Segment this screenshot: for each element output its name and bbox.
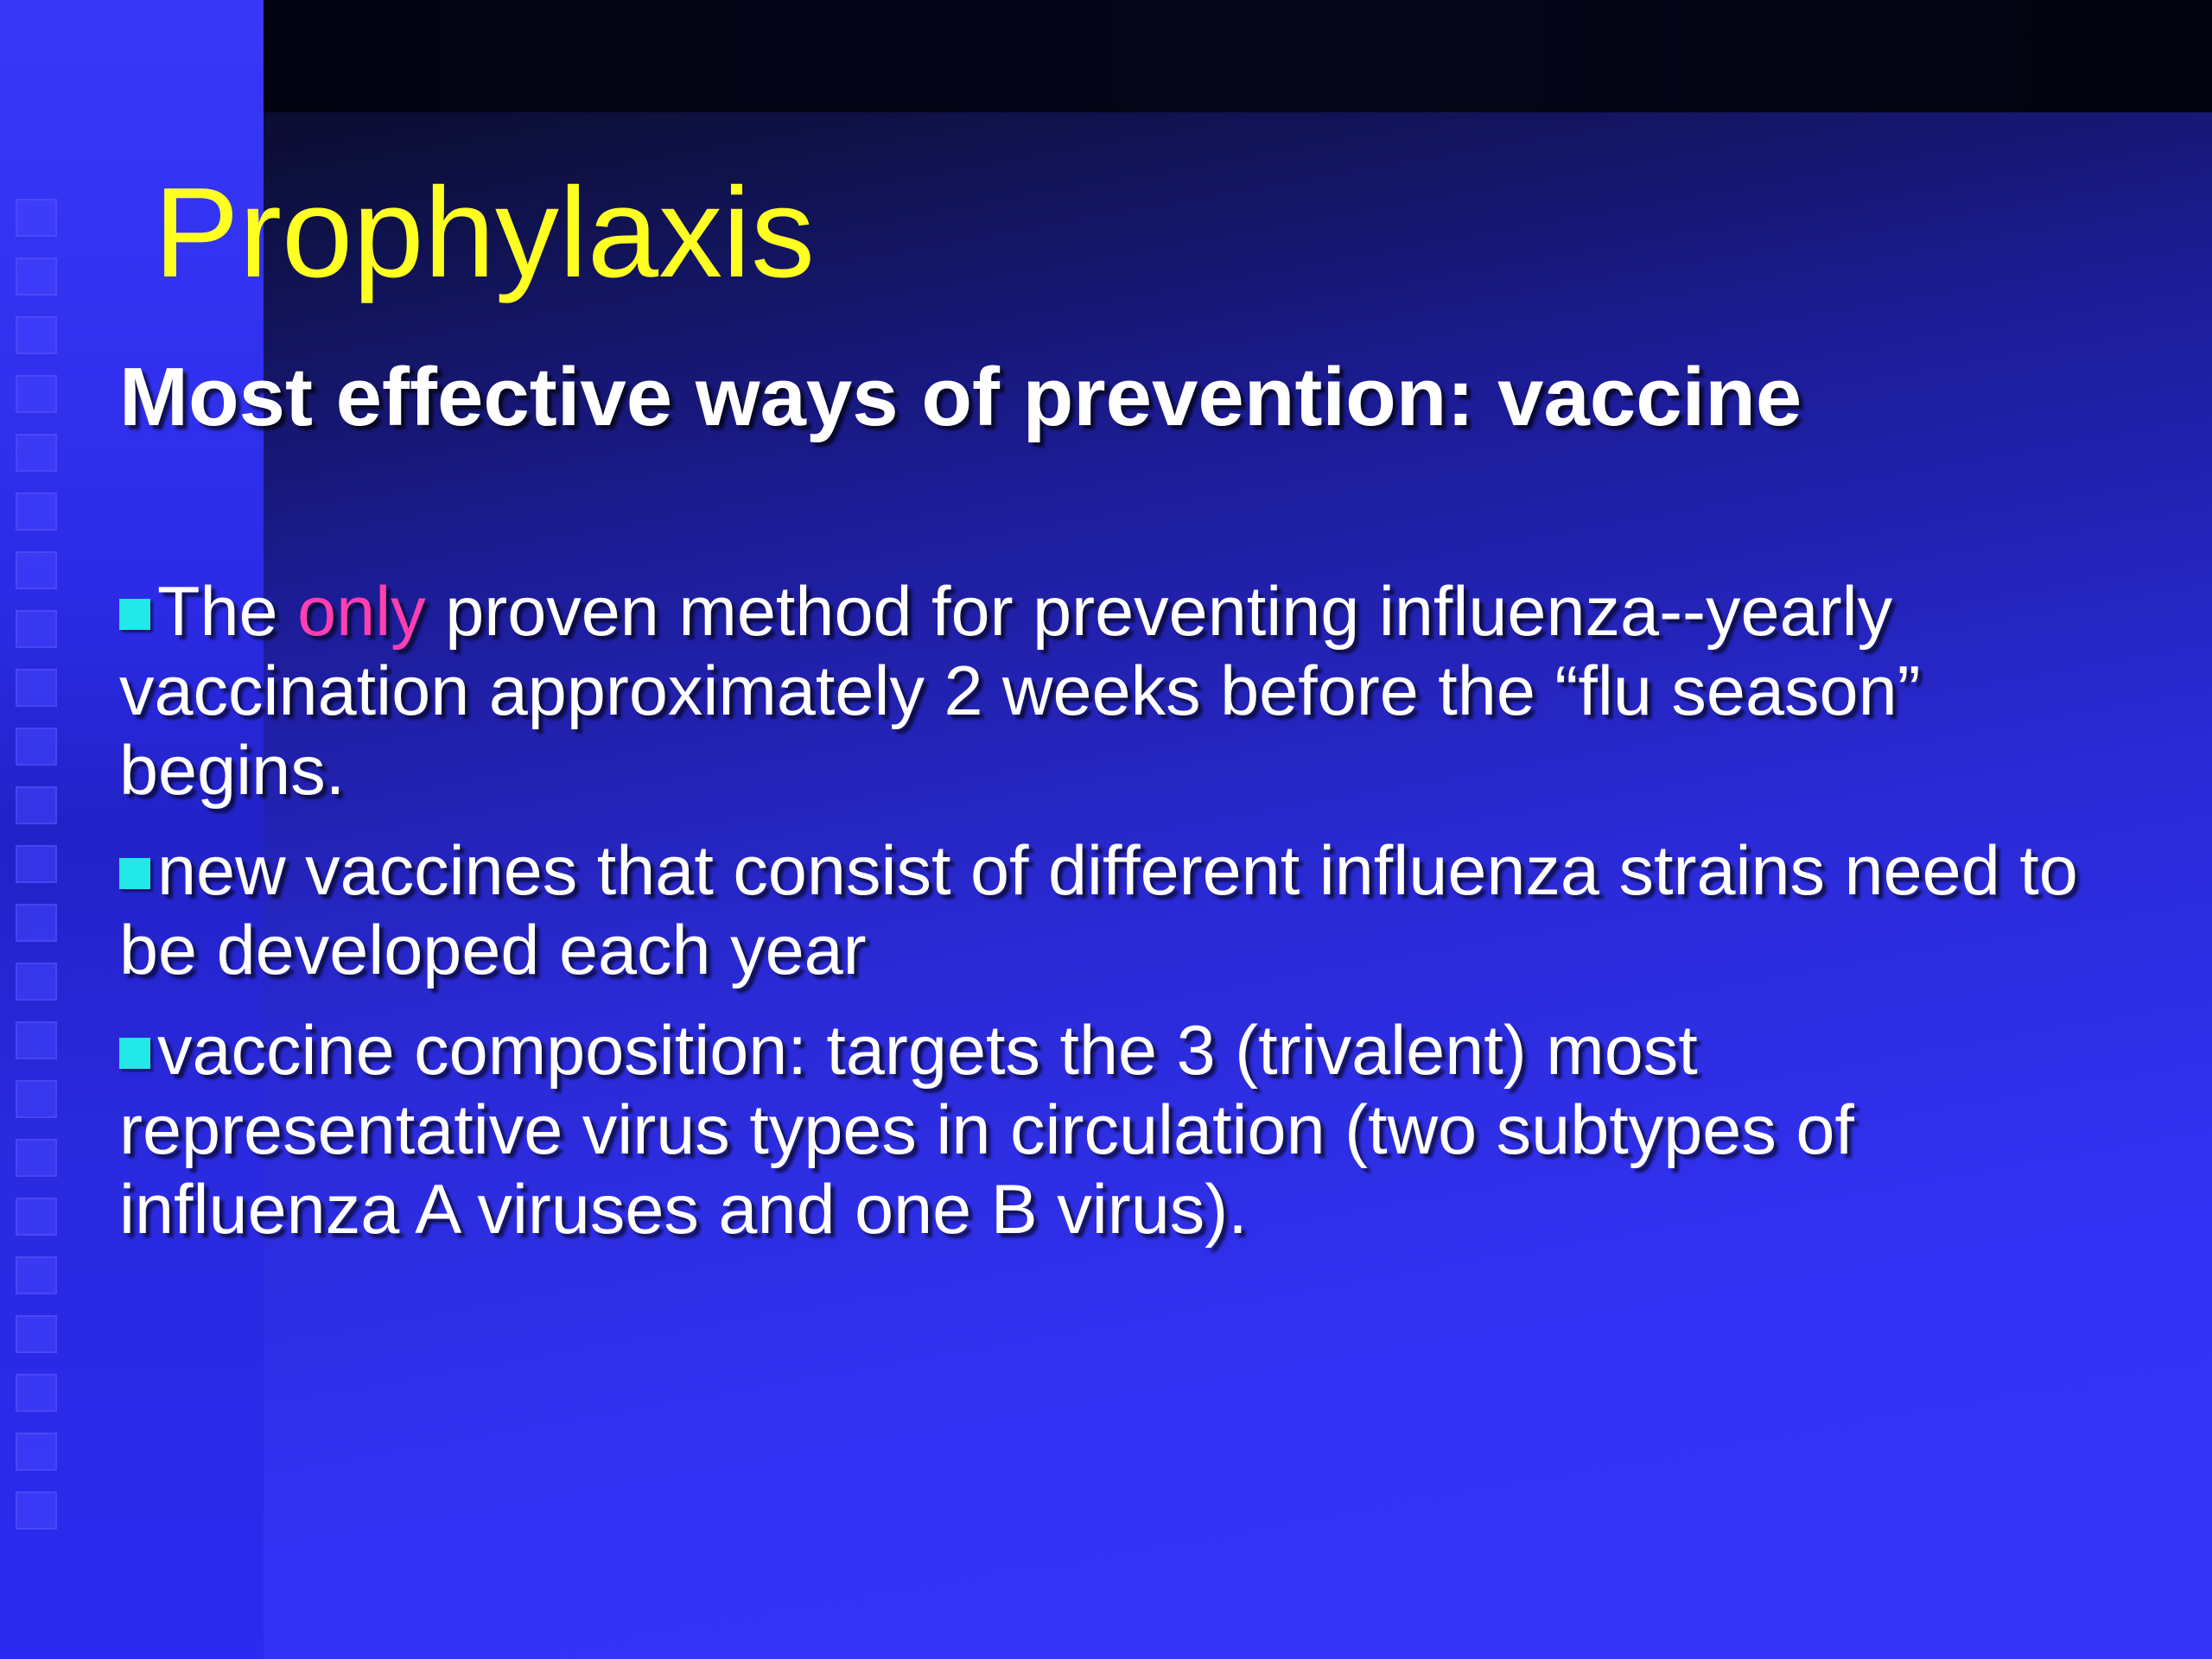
decor-tile	[16, 1491, 57, 1529]
decor-tile	[16, 1021, 57, 1059]
decor-tile	[16, 493, 57, 531]
decor-tile	[16, 1256, 57, 1294]
decor-tile	[16, 845, 57, 883]
decor-tile	[16, 786, 57, 824]
slide-subtitle: Most effective ways of prevention: vaccine	[119, 351, 1802, 443]
decor-tile	[16, 1139, 57, 1177]
bullet-item	[119, 1011, 2133, 1249]
bullet-text-after: proven method for preventing influenza--yearly vaccination approximately 2 weeks before the “flu season” begins.	[119, 573, 1921, 810]
bullet-text-before: The	[157, 573, 298, 651]
decor-tile	[16, 199, 57, 237]
decor-tile	[16, 551, 57, 589]
decor-tiles	[16, 199, 59, 1495]
bullet-item	[119, 572, 2133, 810]
decor-tile	[16, 1374, 57, 1412]
square-bullet-icon	[119, 1038, 150, 1069]
decor-tile	[16, 1315, 57, 1353]
bullet-list	[119, 572, 2133, 1270]
decor-tile	[16, 316, 57, 354]
slide-title: Prophylaxis	[154, 162, 816, 304]
bullet-item	[119, 831, 2133, 990]
decor-tile	[16, 669, 57, 707]
decor-tile	[16, 1080, 57, 1118]
highlight-word: only	[297, 573, 426, 651]
decor-tile	[16, 434, 57, 472]
square-bullet-icon	[119, 858, 150, 889]
decor-tile	[16, 728, 57, 766]
decor-tile	[16, 904, 57, 942]
bullet-text: vaccine composition: targets the 3 (trivalent) most representative virus types in circulation (two subtypes of influenza A viruses and one B virus).	[119, 1012, 1854, 1249]
bullet-text: new vaccines that consist of different influenza strains need to be developed each year	[119, 832, 2078, 989]
top-band	[0, 0, 2212, 112]
decor-tile	[16, 963, 57, 1001]
square-bullet-icon	[119, 599, 150, 630]
decor-tile	[16, 610, 57, 648]
decor-tile	[16, 375, 57, 413]
decor-tile	[16, 1198, 57, 1236]
decor-tile	[16, 1433, 57, 1471]
decor-tile	[16, 257, 57, 296]
